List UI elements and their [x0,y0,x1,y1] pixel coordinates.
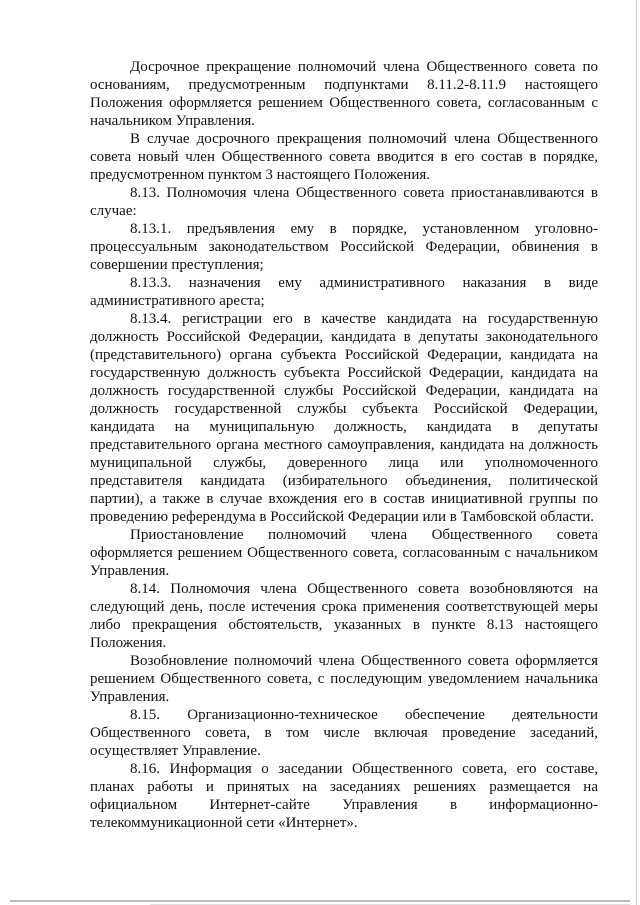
scan-edge-right [636,0,637,905]
paragraph-8-16: 8.16. Информация о заседании Общественного совета, его составе, планах работы и принятых на заседаниях решениях размещается на официальном Интернет-сайте Управления в информационно-телекоммуникационной сети «Интернет». [90,761,598,831]
paragraph-8-13: 8.13. Полномочия члена Общественного совета приостанавливаются в случае: [90,185,598,219]
paragraph-renewal: Возобновление полномочий члена Общественного совета оформляется решением Общественного совета, с последующим уведомлением начальника Управления. [90,653,598,705]
paragraph-8-13-3: 8.13.3. назначения ему административного наказания в виде административного ареста; [90,275,598,309]
paragraph-8-13-1: 8.13.1. предъявления ему в порядке, установленном уголовно-процессуальным законодательством Российской Федерации, обвинения в совершении преступления; [90,221,598,273]
paragraph-suspension: Приостановление полномочий члена Общественного совета оформляется решением Общественного совета, согласованным с начальником Управления. [90,527,598,579]
paragraph-8-13-4: 8.13.4. регистрации его в качестве кандидата на государственную должность Российской Федерации, кандидата в депутаты законодательного (представительного) органа субъекта Российской Федерации, кандидата на государственную должность субъекта Российской Федерации, кандидата на должность государственной службы Российской Федерации, кандидата на должность государственной службы субъекта Российской Федерации, кандидата на муниципальную должность, кандидата в депутаты представительного органа местного самоуправления, кандидата на должность муниципальной службы, доверенного лица или уполномоченного представителя кандидата (избирательного объединения, политической партии), а также в случае вхождения его в состав инициативной группы по проведению референдума в Российской Федерации или в Тамбовской области. [90,311,598,525]
document-body [90,58,598,832]
paragraph-early-termination: Досрочное прекращение полномочий члена Общественного совета по основаниям, предусмотренным подпунктами 8.11.2-8.11.9 настоящего Положения оформляется решением Общественного совета, согласованным с начальником Управления. [90,59,598,129]
scan-edge-bottom [10,900,630,902]
paragraph-8-15: 8.15. Организационно-техническое обеспечение деятельности Общественного совета, в том числе включая проведение заседаний, осуществляет Управление. [90,707,598,759]
paragraph-8-14: 8.14. Полномочия члена Общественного совета возобновляются на следующий день, после истечения срока применения соответствующей меры либо прекращения обстоятельств, указанных в пункте 8.13 настоящего Положения. [90,581,598,651]
paragraph-new-member: В случае досрочного прекращения полномочий члена Общественного совета новый член Общественного совета вводится в его состав в порядке, предусмотренном пунктом 3 настоящего Положения. [90,131,598,183]
